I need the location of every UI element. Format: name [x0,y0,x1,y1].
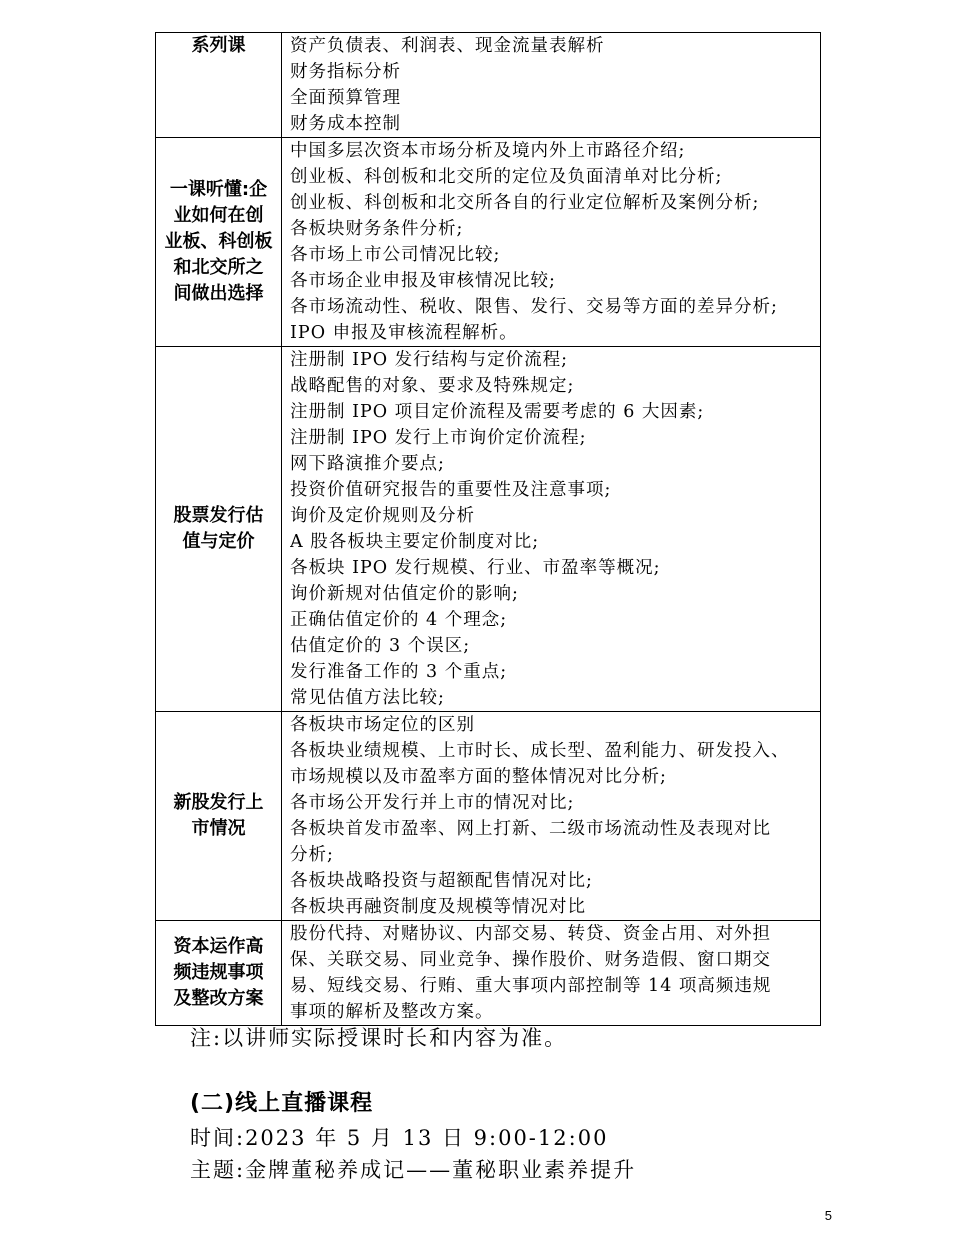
table-row [156,921,821,1026]
row-category-label: 系列课 [191,35,246,56]
row-category-label: 新股发行上 市情况 [173,792,264,839]
list-item: 事项的解析及整改方案。 [290,1002,494,1022]
note-text: 注:以讲师实际授课时长和内容为准。 [190,1026,568,1050]
list-item: 投资价值研究报告的重要性及注意事项; [290,480,612,500]
list-item: 各市场流动性、税收、限售、发行、交易等方面的差异分析; [290,297,778,317]
list-item: 资产负债表、利润表、现金流量表解析 [290,36,605,56]
list-item: 各板块战略投资与超额配售情况对比; [290,871,593,891]
row-category [156,138,282,347]
list-item: 各板块再融资制度及规模等情况对比 [290,897,586,917]
list-item: 易、短线交易、行贿、重大事项内部控制等 14 项高频违规 [290,976,772,996]
list-item: 估值定价的 3 个误区; [290,636,471,656]
list-item: 询价新规对估值定价的影响; [290,584,519,604]
list-item: 注册制 IPO 项目定价流程及需要考虑的 6 大因素; [290,402,705,422]
section-title: (二)线上直播课程 [190,1091,374,1116]
row-category [156,712,282,921]
list-item: 各市场企业申报及审核情况比较; [290,271,556,291]
list-item: 网下路演推介要点; [290,454,445,474]
row-items [282,921,821,1026]
row-category [156,921,282,1026]
list-item: 创业板、科创板和北交所的定位及负面清单对比分析; [290,167,723,187]
row-category-label: 一课听懂:企 业如何在创 业板、科创板 和北交所之 间做出选择 [164,179,273,304]
page-number: 5 [824,1208,832,1223]
list-item: 财务指标分析 [290,62,401,82]
list-item: 常见估值方法比较; [290,688,445,708]
table-row [156,347,821,712]
list-item: A 股各板块主要定价制度对比; [290,532,540,552]
list-item: 战略配售的对象、要求及特殊规定; [290,376,575,396]
list-item: 保、关联交易、同业竞争、操作股价、财务造假、窗口期交 [290,950,771,970]
course-theme: 主题:金牌董秘养成记——董秘职业素养提升 [190,1158,637,1182]
list-item: 各板块财务条件分析; [290,219,464,239]
list-item: 正确估值定价的 4 个理念; [290,610,508,630]
list-item: 注册制 IPO 发行上市询价定价流程; [290,428,587,448]
list-item: 询价及定价规则及分析 [290,506,475,526]
course-table [155,32,821,1026]
table-row [156,33,821,138]
list-item: 财务成本控制 [290,114,401,134]
list-item: 各板块业绩规模、上市时长、成长型、盈利能力、研发投入、 [290,741,790,761]
list-item: 各板块 IPO 发行规模、行业、市盈率等概况; [290,558,661,578]
row-items [282,712,821,921]
row-category-label: 股票发行估 值与定价 [173,505,264,552]
row-items [282,33,821,138]
list-item: 各板块首发市盈率、网上打新、二级市场流动性及表现对比 [290,819,771,839]
list-item: 注册制 IPO 发行结构与定价流程; [290,350,569,370]
table-row [156,138,821,347]
list-item: 各市场上市公司情况比较; [290,245,501,265]
row-items [282,138,821,347]
row-items [282,347,821,712]
list-item: 创业板、科创板和北交所各自的行业定位解析及案例分析; [290,193,760,213]
list-item: 市场规模以及市盈率方面的整体情况对比分析; [290,767,667,787]
row-category-label: 资本运作高 频违规事项 及整改方案 [173,936,264,1009]
row-category [156,347,282,712]
course-time: 时间:2023 年 5 月 13 日 9:00-12:00 [190,1126,609,1150]
table-row [156,712,821,921]
list-item: 中国多层次资本市场分析及境内外上市路径介绍; [290,141,686,161]
list-item: 各市场公开发行并上市的情况对比; [290,793,575,813]
list-item: IPO 申报及审核流程解析。 [290,323,518,343]
list-item: 全面预算管理 [290,88,401,108]
list-item: 股份代持、对赌协议、内部交易、转贷、资金占用、对外担 [290,924,771,944]
list-item: 发行准备工作的 3 个重点; [290,662,508,682]
list-item: 分析; [290,845,334,865]
row-category [156,33,282,138]
list-item: 各板块市场定位的区别 [290,715,475,735]
